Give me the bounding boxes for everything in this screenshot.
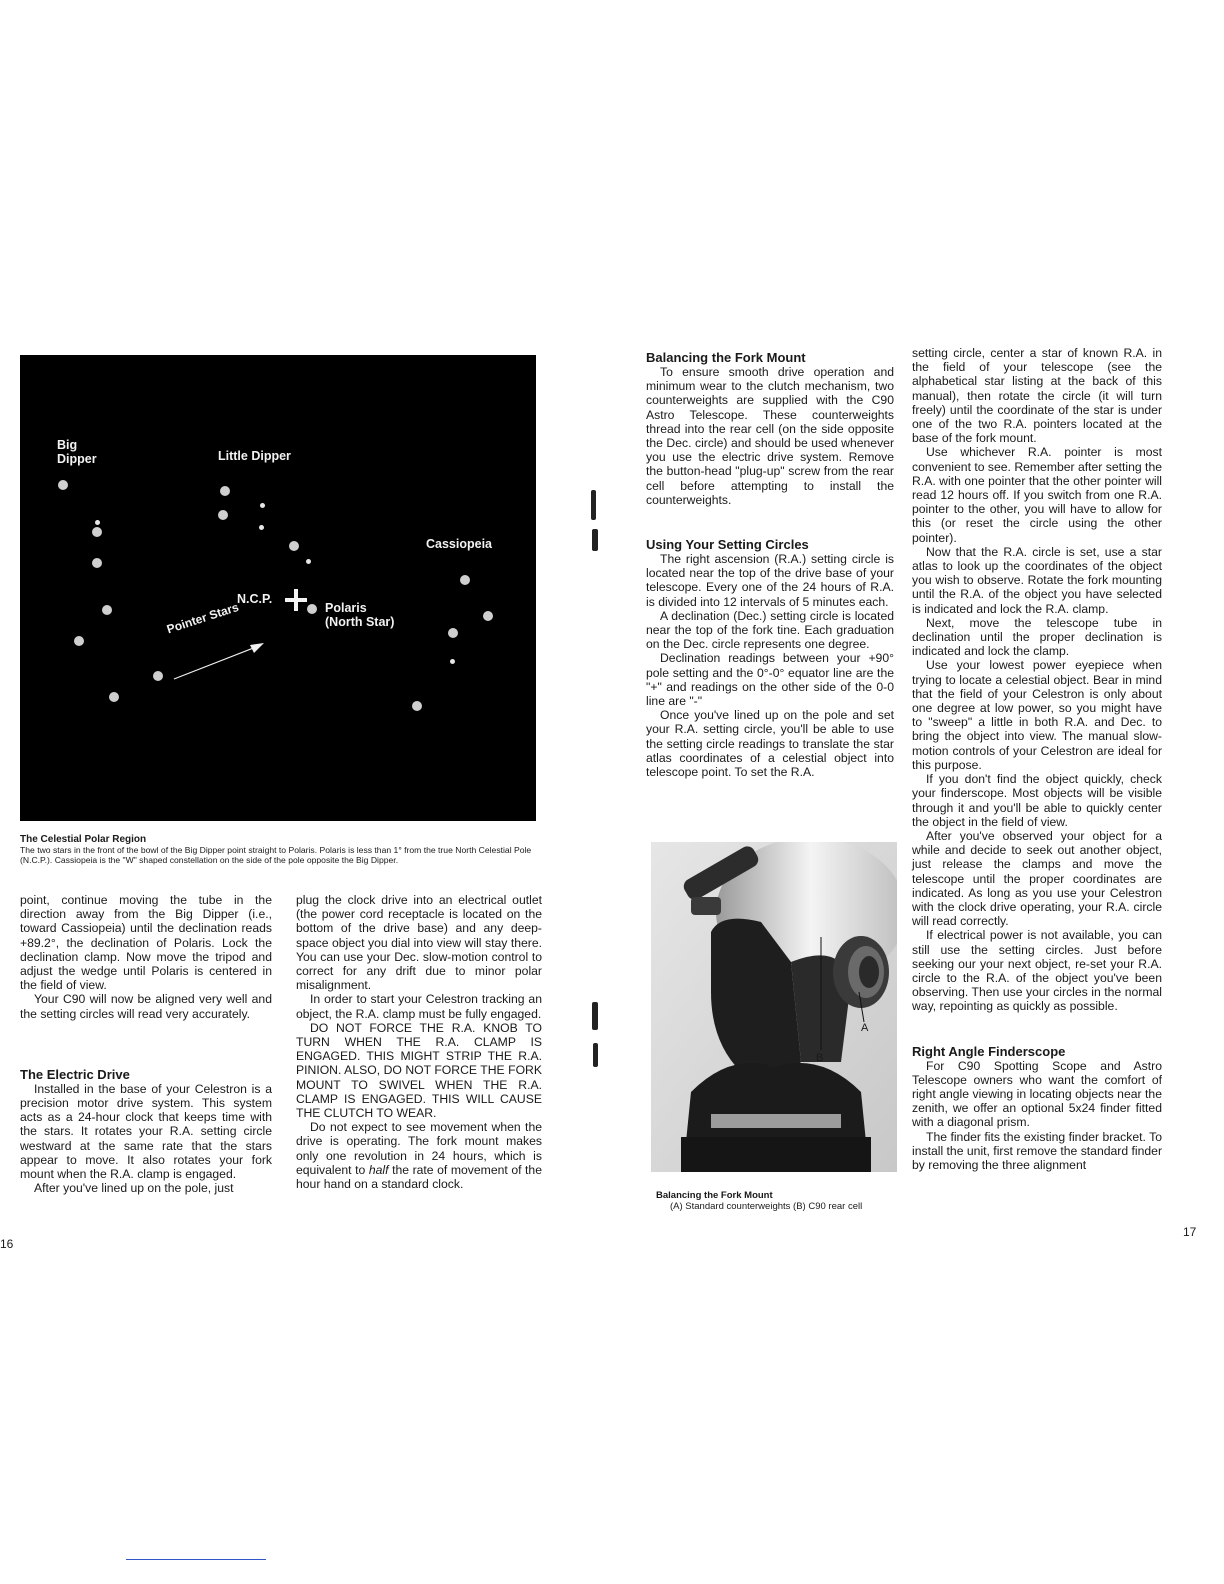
pointer-arrow-icon xyxy=(170,635,270,685)
section-heading-electric-drive: The Electric Drive xyxy=(20,1066,130,1082)
paragraph: The right ascension (R.A.) setting circle is located near the top of the drive base of your telescope. Every one of the 24 hours of R.A. is divided into 12 intervals of 5 minutes each. xyxy=(646,552,894,609)
paragraph: After you've observed your object for a while and decide to seek out another object, just release the clamps and move the telescope until the proper coordinates are indicated. As long as you use your Celestron with the clock drive operating, your R.A. circle will read correctly. xyxy=(912,828,1162,929)
paragraph: A declination (Dec.) setting circle is located near the top of the fork tine. Each graduation on the Dec. circle represents one degree. xyxy=(646,608,894,652)
paragraph: Use whichever R.A. pointer is most convenient to see. Remember after setting the R.A. with one pointer that the other pointer will read 12 hours off. If you switch from one R.A. pointer to the other, you will have to allow for this (or reset the circle using the other pointer). xyxy=(912,445,1162,545)
paragraph: Once you've lined up on the pole and set your R.A. setting circle, you'll be able to use the setting circle readings to translate the star atlas coordinates of a celestial object into telescope point. To set the R.A. xyxy=(646,708,894,780)
paragraph: If electrical power is not available, you can still use the setting circles. Just before seeking our your next object, re-set your R.A. circle to the R.A. of the object you've been observing. Then use your circles in the normal way, repointing as quickly as possible. xyxy=(912,928,1162,1014)
paragraph: plug the clock drive into an electrical outlet (the power cord receptacle is located on the bottom of the drive base) and any deep-space object you dial into view will stay there. You can use your Dec. slow-motion control to correct for any drift due to minor polar misalignment. xyxy=(296,893,542,993)
label-cassiopeia: Cassiopeia xyxy=(426,537,493,551)
paragraph: If you don't find the object quickly, check your finderscope. Most objects will be visible through it and you'll be able to quickly center the object in the field of view. xyxy=(912,772,1162,829)
star xyxy=(220,486,230,496)
paragraph: Your C90 will now be aligned very well and the setting circles will read very accurately. xyxy=(20,992,272,1021)
paragraph: Now that the R.A. circle is set, use a star atlas to look up the coordinates of the object you wish to observe. Rotate the fork mounting until the R.A. of the object you have selected is indicated and lock the R.A. clamp. xyxy=(912,544,1162,616)
star xyxy=(306,559,311,564)
star xyxy=(95,520,100,525)
photo-caption-title: Balancing the Fork Mount xyxy=(656,1190,773,1201)
paragraph: Next, move the telescope tube in declination until the proper declination is indicated and lock the clamp. xyxy=(912,615,1162,659)
chart-caption-title: The Celestial Polar Region xyxy=(20,834,147,845)
left-column-1 xyxy=(20,893,272,1195)
section-heading-finderscope: Right Angle Finderscope xyxy=(912,1043,1066,1059)
star xyxy=(218,510,228,520)
label-little-dipper: Little Dipper xyxy=(218,449,291,463)
right-column-1 xyxy=(646,350,894,779)
label-pointer-stars: Pointer Stars xyxy=(165,599,241,637)
star xyxy=(412,701,422,711)
star xyxy=(450,659,455,664)
page-number-left: 16 xyxy=(0,1237,14,1251)
star-chart xyxy=(20,355,536,821)
left-column-2 xyxy=(296,893,542,1191)
star xyxy=(289,541,299,551)
paragraph: To ensure smooth drive operation and minimum wear to the clutch mechanism, two counterweights are supplied with the C90 Astro Telescope. These counterweights thread into the rear cell (on the side opposite the Dec. circle) and should be used whenever you use the electric drive system. Remove the button-head "plug-up" screw from the rear cell before attempting to install the counterweights. xyxy=(646,365,894,507)
star xyxy=(58,480,68,490)
paragraph: point, continue moving the tube in the direction away from the Big Dipper (i.e., toward Cassiopeia) until the declination reads +89.2°, the declination of Polaris. Lock the declination clamp. Now move the tripod and adjust the wedge until Polaris is centered in the field of view. xyxy=(20,893,272,993)
star xyxy=(92,527,102,537)
paragraph: setting circle, center a star of known R.A. in the field of your telescope (see the alphabetical star listing at the back of this manual), then rotate the circle (it will turn freely) until the coordinate of the star is under one of the two R.A. pointers located at the base of the fork mount. xyxy=(912,346,1162,446)
star xyxy=(153,671,163,681)
binding-mark xyxy=(593,1043,598,1067)
paragraph: In order to start your Celestron tracking an object, the R.A. clamp must be fully engaged. xyxy=(296,992,542,1021)
telescope-photo xyxy=(651,842,897,1172)
paragraph: Declination readings between your +90° pole setting and the 0°-0° equator line are the "+" and readings on the other side of the 0-0 line are "-" xyxy=(646,651,894,709)
photo-label-b: B xyxy=(816,1052,824,1064)
star xyxy=(260,503,265,508)
binding-mark xyxy=(591,490,596,520)
chart-caption-text: The two stars in the front of the bowl of the Big Dipper point straight to Polaris. Polaris is less than 1° from the true North Celestial Pole (N.C.P.). Cassiopeia is the "W" shaped constellation on the side of the pole opposite the Big Dipper. xyxy=(20,845,532,865)
section-heading-setting-circles: Using Your Setting Circles xyxy=(646,537,809,553)
binding-mark xyxy=(592,1002,598,1030)
star xyxy=(109,692,119,702)
page-number-right: 17 xyxy=(1183,1225,1197,1239)
label-polaris: Polaris (North Star) xyxy=(325,601,395,629)
right-column-2 xyxy=(912,346,1162,1172)
label-ncp: N.C.P. xyxy=(237,592,273,606)
ncp-cross-icon xyxy=(285,589,307,611)
paragraph: For C90 Spotting Scope and Astro Telescope owners who want the comfort of right angle viewing in locating objects near the zenith, we offer an optional 5x24 finder fitted with a diagonal prism. xyxy=(912,1058,1162,1130)
label-big-dipper: Big Dipper xyxy=(57,438,97,466)
photo-label-a: A xyxy=(861,1022,869,1034)
star xyxy=(448,628,458,638)
star-polaris xyxy=(307,604,317,614)
paragraph: Installed in the base of your Celestron is a precision motor drive system. This system acts as a 24-hour clock that keeps time with the stars. It rotates your R.A. setting circle westward at the same rate that the stars appear to move. It also rotates your fork mount when the R.A. clamp is engaged. xyxy=(20,1081,272,1182)
binding-mark xyxy=(592,529,598,551)
star xyxy=(483,611,493,621)
telescope-illustration xyxy=(651,842,897,1172)
star xyxy=(74,636,84,646)
paragraph-warning: DO NOT FORCE THE R.A. KNOB TO TURN WHEN THE R.A. CLAMP IS ENGAGED. THIS MIGHT STRIP THE R.A. PINION. ALSO, DO NOT FORCE THE FORK MOUNT TO SWIVEL WHEN THE R.A. CLAMP IS ENGAGED. THIS WILL CAUSE THE CLUTCH TO WEAR. xyxy=(296,1020,542,1121)
section-heading-balancing: Balancing the Fork Mount xyxy=(646,350,806,365)
photo-caption-text: (A) Standard counterweights (B) C90 rear cell xyxy=(670,1201,863,1212)
paragraph: Use your lowest power eyepiece when trying to locate a celestial object. Bear in mind that the field of your Celestron is only about one degree at low power, so you might have to "sweep" a little in both R.A. and Dec. to bring the object into view. The manual slow-motion controls of your Celestron are ideal for this purpose. xyxy=(912,658,1162,772)
paragraph: After you've lined up on the pole, just xyxy=(34,1181,234,1196)
star xyxy=(460,575,470,585)
star xyxy=(92,558,102,568)
bottom-rule xyxy=(126,1559,266,1560)
star xyxy=(259,525,264,530)
photo-caption xyxy=(656,1190,906,1212)
star xyxy=(102,605,112,615)
paragraph: The finder fits the existing finder bracket. To install the unit, first remove the standard finder by removing the three alignment xyxy=(912,1129,1162,1172)
chart-caption xyxy=(20,834,540,865)
paragraph: Do not expect to see movement when the drive is operating. The fork mount makes only one revolution in 24 hours, which is equivalent to half the rate of movement of the hour hand on a standard clock. xyxy=(296,1120,542,1192)
